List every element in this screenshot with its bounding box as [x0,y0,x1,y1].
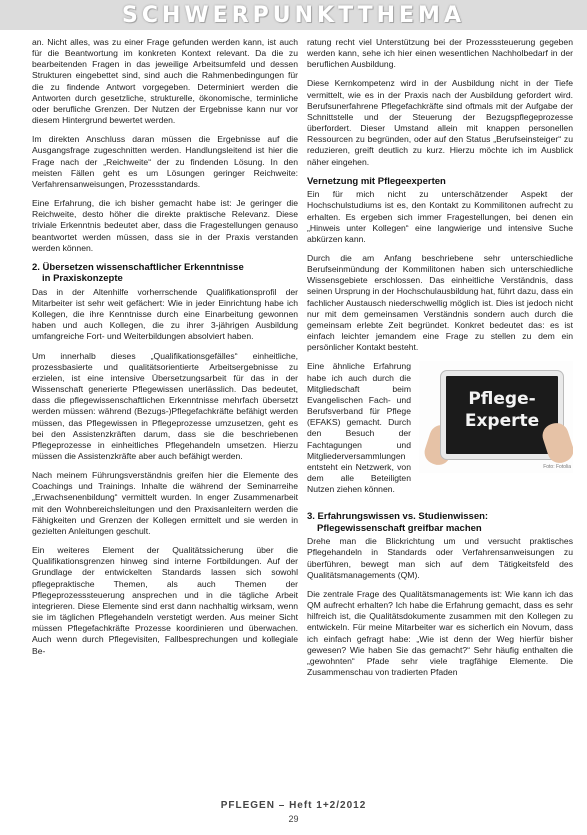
section-banner [0,0,587,30]
paragraph: Im direkten Anschluss daran müssen die Ergebnisse auf die Ausgangsfrage zugeschnitten werden. Handlungsleitend ist hier die Frage nach der „Reichweite“ der zu findenden Lösung. In den meisten Fällen geht es um Lösungen geringer Reichweite: Verfahrensanweisungen, Prozessstandards. [32,134,298,189]
hand-right [539,420,573,466]
chalkboard-text [446,388,558,432]
heading-line: Pflegewissenschaft greifbar machen [317,522,482,534]
paragraph: Die zentrale Frage des Qualitätsmanagements ist: Wie kann ich das QM aufrecht erhalten? Ich habe die Erfahrung gemacht, dass es sehr hilfreich ist, die Qualitätsdokumente zusammen mit den Kollegen zu entwickeln. Für meine Mitarbeiter war es sicherlich ein Novum, dass ich einfach gefragt habe: „Wie ist denn der Weg hierfür bisher gewesen? Wie haben Sie das gemacht?“ Sehr häufig enthalten die „gewohnten“ Pfade sehr viele tragfähige Elemente. Die Zusammenschau von tradierten Pfaden [307,588,573,677]
paragraph: Ein für mich nicht zu unterschätzender Aspekt der Hochschulstudiums ist es, den Kontakt zu Kommilitonen aufrecht zu erhalten. Es ergeben sich immer Fragestellungen, bei denen ein „Hinweis unter Kollegen“ eine langwierige und intensive Suche abkürzen kann. [307,189,573,244]
photo-credit: Foto: Fotolia [543,464,571,471]
paragraph: Eine Erfahrung, die ich bisher gemacht habe ist: Je geringer die Reichweite, desto höher die direkte praktische Relevanz. Diese triviale Erkenntnis bedeutet aber, dass die Fragestellungen genauso beantwortet werden müssen, dass sie in der Praxis verstanden werden können. [32,198,298,253]
section-title: SCHWERPUNKTTHEMA [122,3,465,28]
paragraph: Nach meinem Führungsverständnis greifen hier die Elemente des Coachings und Trainings. Inhalte die während der Seminarreihe „Erwachsenenbildung“ vermittelt wurden. In enger Zusammenarbeit mit den Wohnbereichsleitungen und den Praxisanleitern werden die Fähigkeiten und Grenzen der Kollegen ermittelt und sie werden in gezielten Anleitungen geschult. [32,470,298,536]
right-column [307,37,573,686]
paragraph: Diese Kernkompetenz wird in der Ausbildung nicht in der Tiefe vermittelt, wie es in der Praxis nach der Ausbildung gefordert wird. Berufsunerfahrene Pflegefachkräfte sind oftmals mit der Aufgabe der Schnittstelle und der Steuerung der Bezugspflegeprozesse überfordert. Dieser Umstand allein mit knappen personellen Ressourcen zu begründen, oder auf den Status „Berufseinsteiger“ zu reduzieren, greift deutlich zu kurz. Hierzu möchte ich im Ausblick näher eingehen. [307,78,573,167]
section-heading-2 [32,262,298,285]
paragraph: Eine ähnliche Erfahrung habe ich auch durch die Mitgliedschaft beim Evangelischen Fach- und Berufsverband für Pflege (EFAKS) gemacht. Durch den Besuch der Fachtagungen und Mitgliederversammlungen entsteht ein Netzwerk, von dem alle Beteiligten Nutzen ziehen können. [307,361,411,495]
figure-with-text [307,361,573,503]
pflege-experte-image [419,361,573,473]
section-heading-vernetzung: Vernetzung mit Pflegeexperten [307,175,446,187]
paragraph: ratung recht viel Unterstützung bei der Prozesssteuerung gegeben werden kann, sehe ich hier einen wesentlichen Nachholbedarf in der beruflichen Ausbildung. [307,37,573,70]
left-column [32,37,298,665]
paragraph: Um innerhalb dieses „Qualifikationsgefälles“ einheitliche, prozessbasierte und qualitätsorientierte Arbeitsergebnisse zu erzielen, ist eine intensive Übersetzungsarbeit für das in der Wissenschaft generierte Pflegewissen unerlässlich. Das bedeutet, dass die pflegewissenschaftlichen Erkenntnisse mehrfach übersetzt werden müssen: während (Bezugs-)Pflegefachkräfte befähigt werden müssen, das Pflegewissen in Pflegeprozesse umzusetzen, geht es bei den Assistenzkräften darum, dass sie die beschriebenen Pflegeprozesse in einheitliches Pflegehandeln umsetzen. Hierzu müssen die Assistenzkräfte aber auch befähigt werden. [32,350,298,461]
heading-line: 3. Erfahrungswissen vs. Studienwissen: [307,511,489,523]
chalkboard-line: Pflege- [468,389,536,410]
section-heading-3 [307,511,573,534]
paragraph: Durch die am Anfang beschriebene sehr unterschiedliche Berufseinmündung der Kommilitonen haben sich unterschiedliche Wissensgebiete erschlossen. Das einheitliche Verständnis, dass seinen Ursprung in der Hochschulausbildung hat, führt dazu, dass ein fachlicher Austausch niederschwellig möglich ist. Dies ist jedoch nicht nur mit dem gemeinsamen Verständnis sondern auch durch die gemeinsam erlebte Zeit begründet. Konkret bedeutet das: es ist einfach leichter jemandem eine Frage zu stellen zu dem ein persönlicher Kontakt besteht. [307,253,573,353]
page-number: 29 [288,814,299,824]
heading-line: in Praxiskonzepte [42,273,123,285]
paragraph: an. Nicht alles, was zu einer Frage gefunden werden kann, ist auch für die Beantwortung im konkreten Kontext relevant. Da die zu bearbeitenden Fragen in das jeweilige Arbeitsumfeld und dessen Strukturen eingebettet sind, sind auch die Rahmenbedingungen für die zu findende Antwort vorgegeben. Determiniert werden die Antworten durch gesetzliche, strukturelle, ökonomische, terminliche oder berufliche Grenzen. Der Nutzen der Ergebnisse kann nur vor diesem Hintergrund bewertet werden. [32,37,298,126]
chalkboard-line: Experte [464,411,540,432]
journal-footer: PFLEGEN – Heft 1+2/2012 [220,800,367,811]
heading-line: 2. Übersetzen wissenschaftlicher Erkenntnisse [32,261,244,273]
paragraph: Das in der Altenhilfe vorherrschende Qualifikationsprofil der Mitarbeiter ist sehr weit gefächert: Wie in jeder Einrichtung habe ich Kollegen, die ihre Kenntnisse durch eine Einarbeitung gewonnen haben und auch Kollegen, die zu ihrer 3-jährigen Ausbildung umfangreiche Fort- und Weiterbildungen absolviert haben. [32,286,298,342]
paragraph: Drehe man die Blickrichtung um und versucht praktisches Pflegehandeln in Standards oder Verfahrensanweisungen zu überführen, bewegt man sich auf dem Tätigkeitsfeld des Qualitätsmanagements (QM). [307,536,573,580]
paragraph: Ein weiteres Element der Qualitätssicherung über die Qualifikationsgrenzen hinweg sind interne Fortbildungen. Auf der Grundlage der entwickelten Standards lassen sich sowohl pflegepraktische Themen, als auch Themen der Pflegeprozesssteuerung ansprechen und in die tägliche Arbeit integrieren. Diese Elemente sind erst dann nachhaltig wirksam, wenn sie im täglichen Pflegehandeln verstetigt werden. Aus meiner Sicht müssen Pflegefachkräfte Prozesse koordinieren und überwachen. Auch wenn durch Pflegevisiten, Fallbesprechungen und kollegiale Be- [32,545,298,656]
